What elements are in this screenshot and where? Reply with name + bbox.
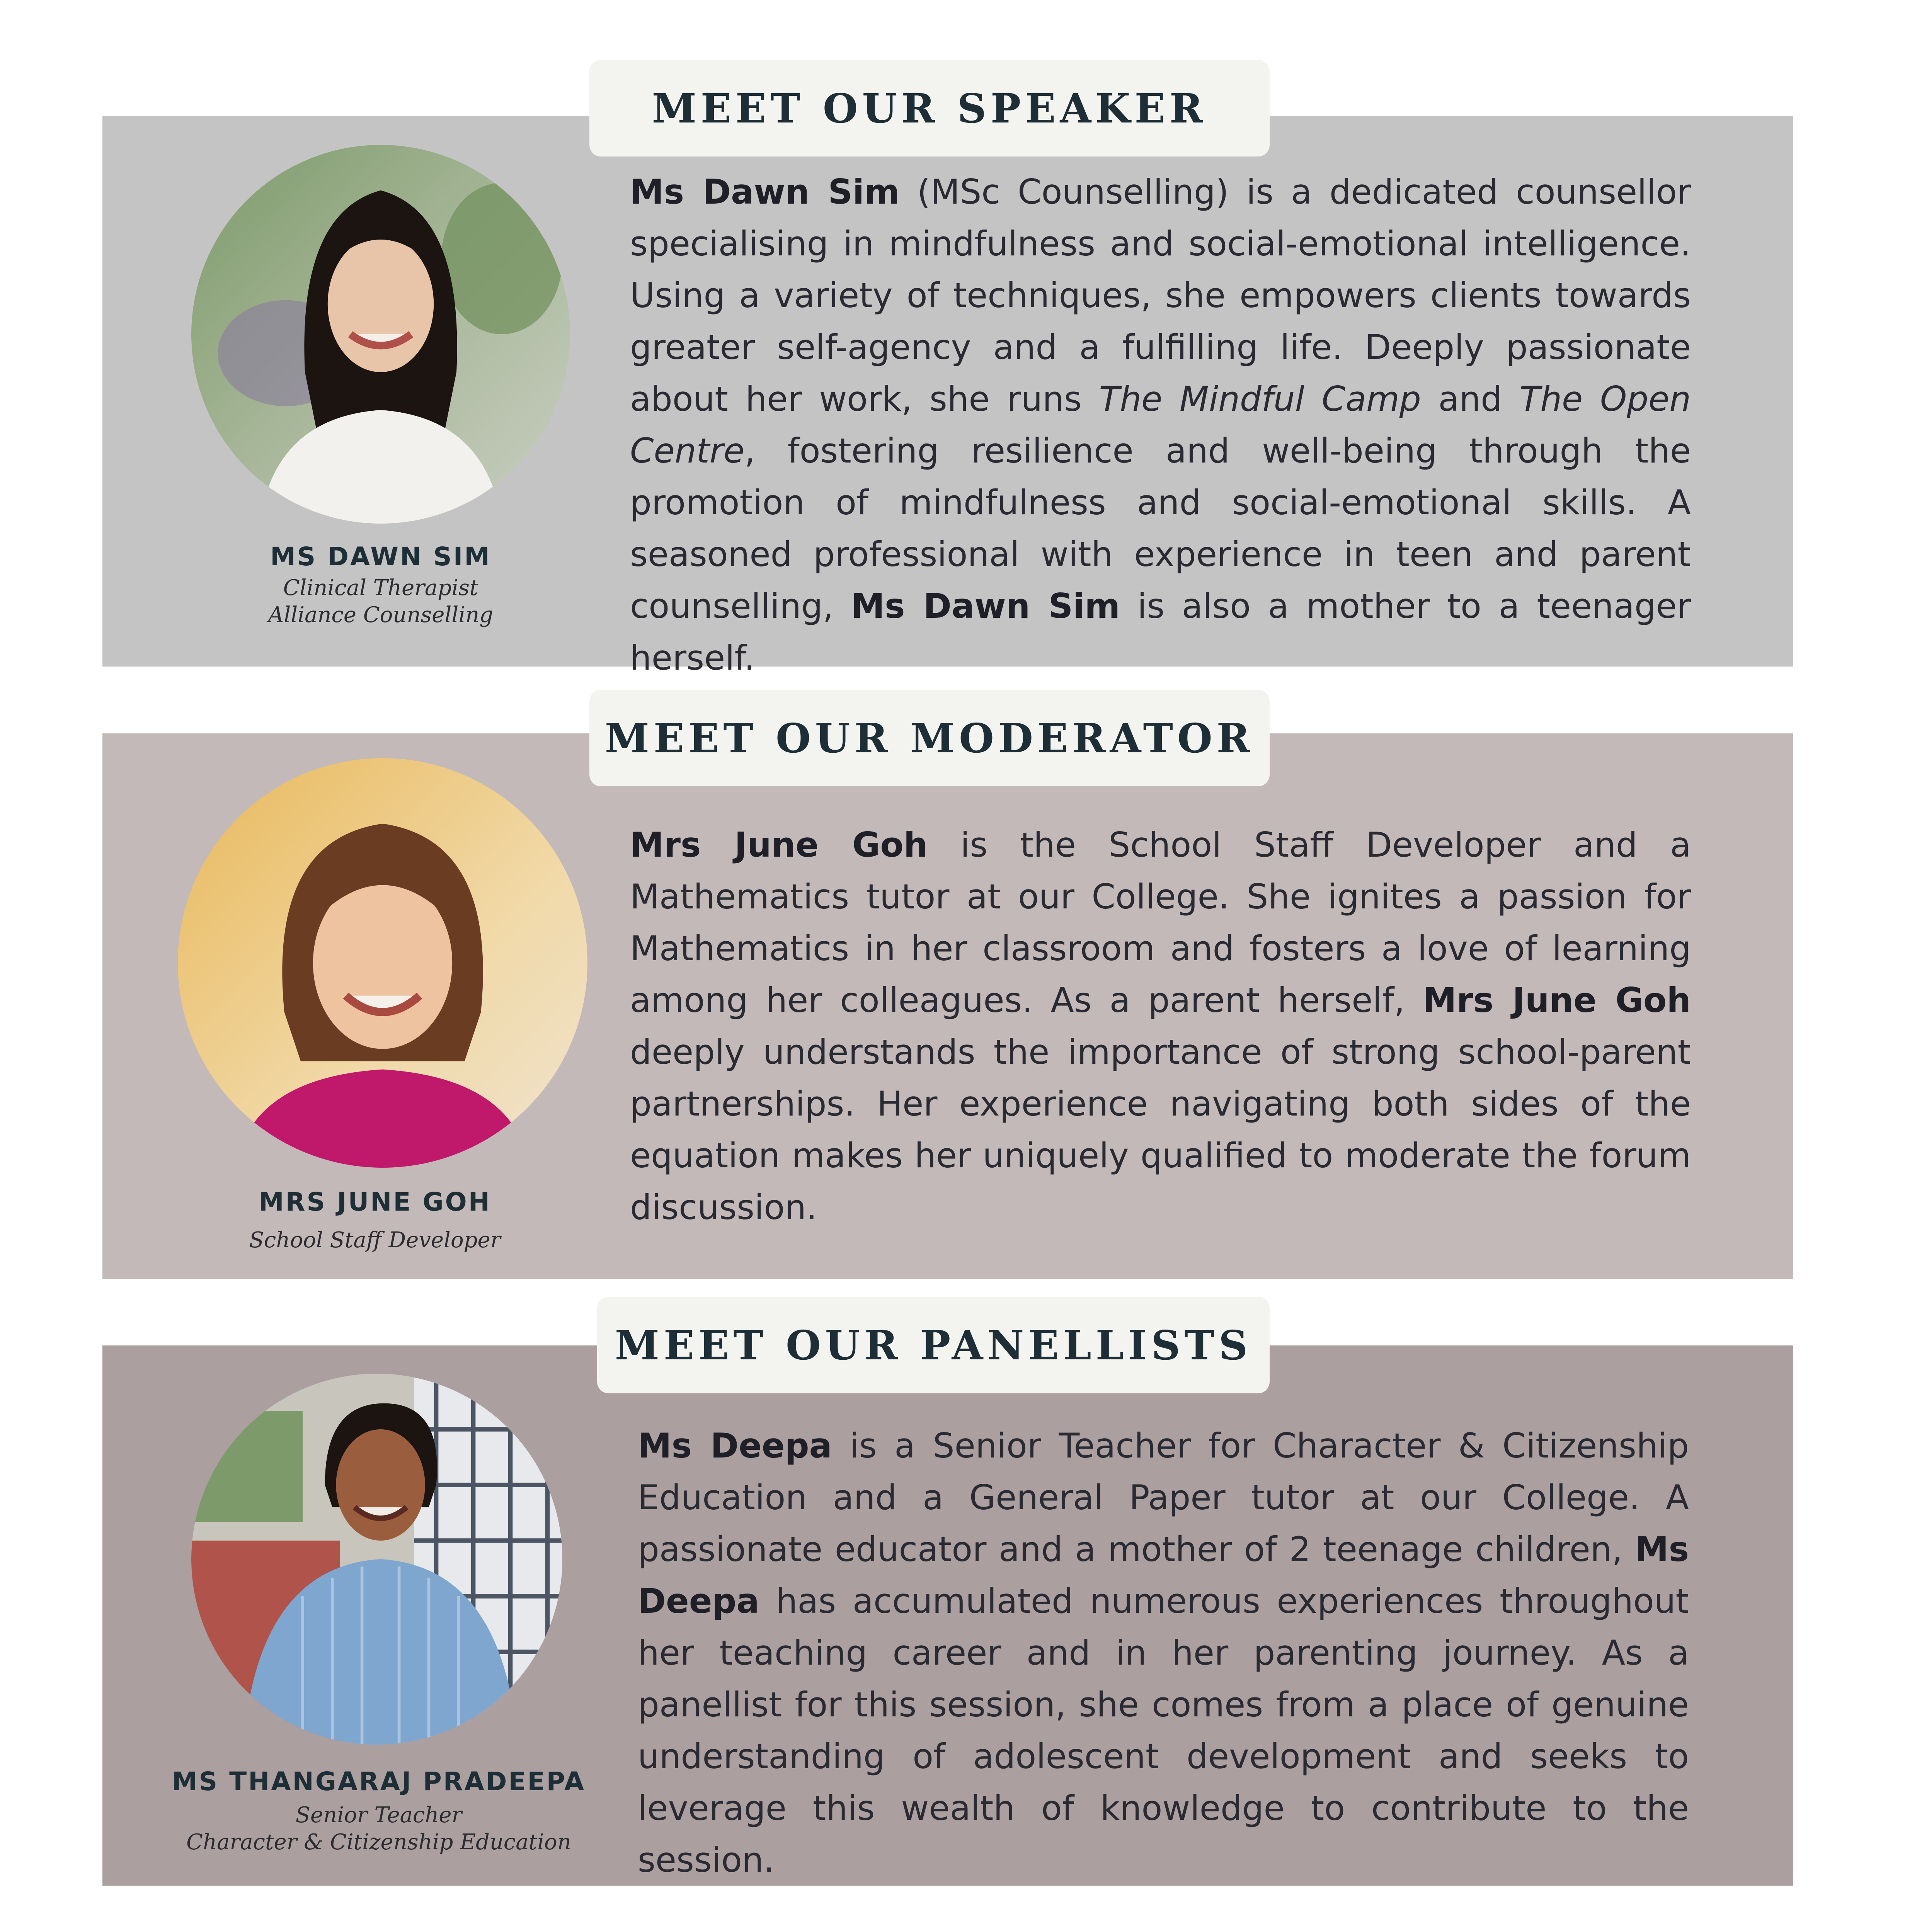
moderator-name: MRS JUNE GOH <box>259 1187 491 1217</box>
speaker-heading: MEET OUR SPEAKER <box>589 60 1270 156</box>
moderator-photo <box>178 758 587 1168</box>
speaker-photo <box>191 145 570 524</box>
speaker-name-block <box>187 542 574 629</box>
panellist-1-role: Senior Teacher <box>295 1803 462 1828</box>
panellist-1-dept: Character & Citizenship Education <box>186 1830 571 1855</box>
speaker-bio: Ms Dawn Sim (MSc Counselling) is a dedicated counsellor specialising in mindfulness and social-emotional intelligence. Using a variety of techniques, she empowers clients towards greater self-agency and a fulfilling life. Deeply passionate about her work, she runs The Mindful Camp and The Open Centre, fostering resilience and well-being through the promotion of mindfulness and social-emotional skills. A seasoned professional with experience in teen and parent counselling, Ms Dawn Sim is also a mother to a teenager herself. <box>630 172 1691 678</box>
speaker-role: Clinical Therapist <box>283 575 478 600</box>
panellist-1-name-block <box>155 1767 603 1856</box>
panellist-1-bio: Ms Deepa is a Senior Teacher for Character & Citizenship Education and a General Paper tutor at our College. A passionate educator and a mother of 2 teenage children, Ms Deepa has accumulated numerous experiences throughout her teaching career and in her parenting journey. As a panellist for this session, she comes from a place of genuine understanding of adolescent development and seeks to leverage this wealth of knowledge to contribute to the session. <box>638 1426 1689 1880</box>
moderator-role: School Staff Developer <box>249 1228 501 1253</box>
moderator-heading: MEET OUR MODERATOR <box>589 690 1270 786</box>
panellist-1-name: MS THANGARAJ PRADEEPA <box>172 1767 586 1796</box>
moderator-name-block <box>182 1187 568 1254</box>
moderator-bio: Mrs June Goh is the School Staff Developer and a Mathematics tutor at our College. She ignites a passion for Mathematics in her classroom and fosters a love of learning among her colleagues. As a parent herself, Mrs June Goh deeply understands the importance of strong school-parent partnerships. Her experience navigating both sides of the equation makes her uniquely qualified to moderate the forum discussion. <box>630 825 1691 1227</box>
panellists-heading: MEET OUR PANELLISTS <box>597 1297 1270 1393</box>
speaker-org: Alliance Counselling <box>268 602 494 628</box>
speaker-name: MS DAWN SIM <box>270 542 491 571</box>
panellist-1-photo <box>191 1374 562 1745</box>
